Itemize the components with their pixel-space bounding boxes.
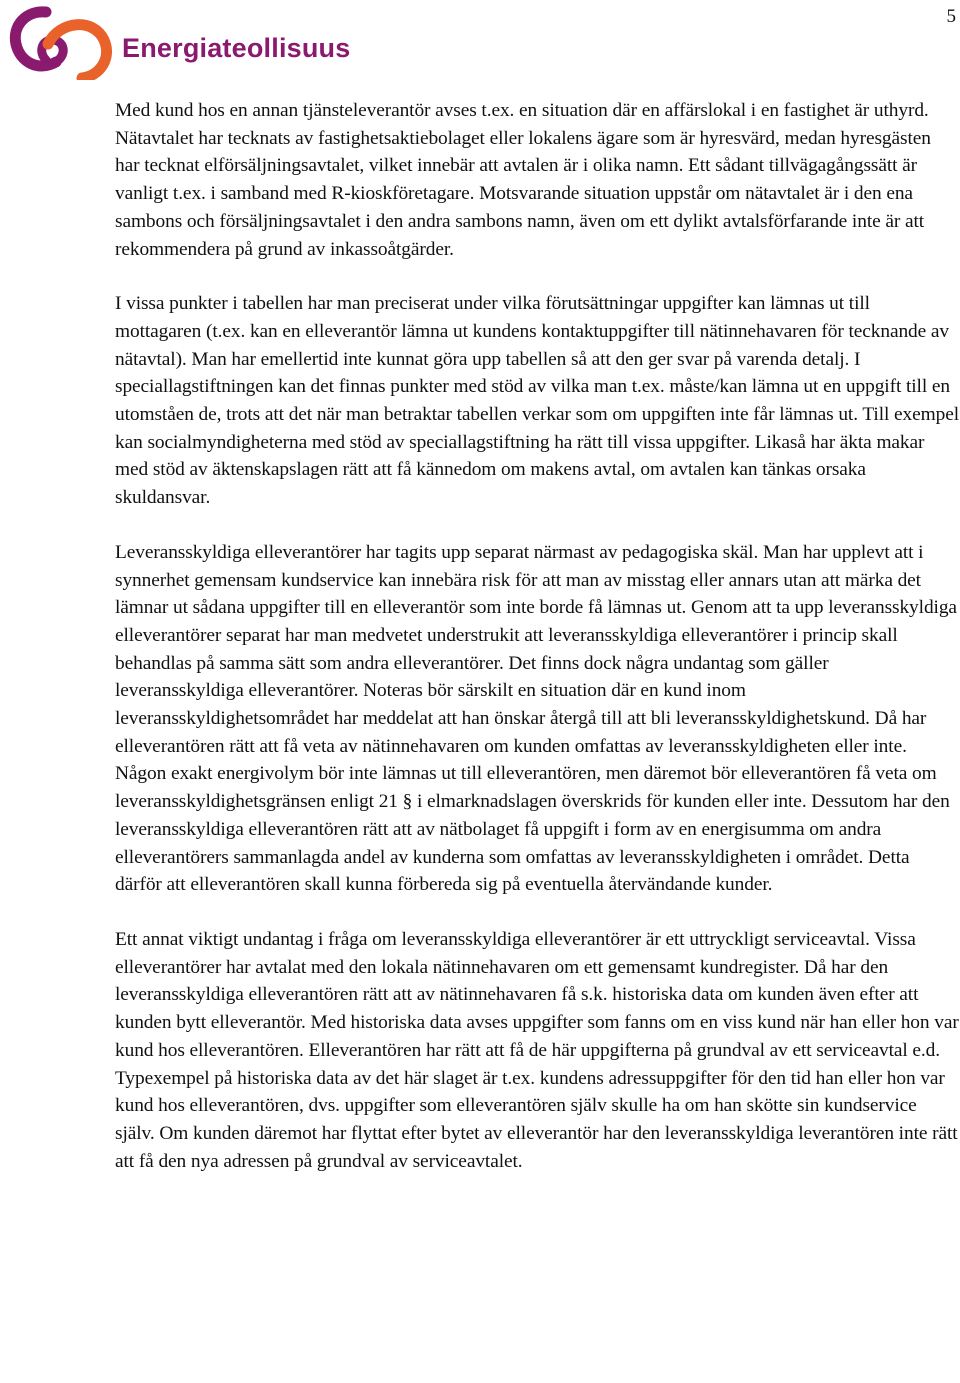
logo-text: Energiateollisuus — [122, 32, 351, 63]
energiateollisuus-logo-icon — [8, 4, 114, 80]
paragraph: Ett annat viktigt undantag i fråga om leveransskyldiga elleverantörer är ett uttryckligt serviceavtal. Vissa elleverantörer har avtalat med den lokala nätinnehavaren om ett gemensamt kundregister. Då har den leveransskyldiga elleverantören rätt att av nätinnehavaren få s.k. historiska data om kunden även efter att kunden bytt elleverantör. Med historiska data avses uppgifter som fanns om en viss kund när han eller hon var kund hos elleverantören. Elleverantören har rätt att få de här uppgifterna på grundval av ett serviceavtal e.d. Typexempel på historiska data av det här slaget är t.ex. kundens adressuppgifter för den tid han eller hon var kund hos elleverantören, dvs. uppgifter som elleverantören själv skulle ha om han skötte sin kundservice själv. Om kunden däremot har flyttat efter bytet av elleverantör har den leveransskyldiga leverantören inte rätt att få den nya adressen på grundval av serviceavtalet. — [115, 928, 959, 1172]
paragraph: I vissa punkter i tabellen har man preciserat under vilka förutsättningar uppgifter kan lämnas ut till mottagaren (t.ex. kan en elleverantör lämna ut kundens kontaktuppgifter till nätinnehavaren för tecknande av nätavtal). Man har emellertid inte kunnat göra upp tabellen så att den ger svar på varenda detalj. I speciallagstiftningen kan det finnas punkter med stöd av vilka man t.ex. måste/kan lämna ut en uppgift till en utomståen de, trots att det när man betraktar tabellen verkar som om uppgiften inte får lämnas ut. Till exempel kan socialmyndigheterna med stöd av speciallagstiftning ha rätt till vissa uppgifter. Likaså har äkta makar med stöd av äktenskapslagen rätt att få kännedom om makens avtal, om avtalen kan tänkas orsaka skuldansvar. — [115, 293, 960, 509]
document-body — [115, 97, 959, 1202]
page-number: 5 — [946, 6, 956, 27]
paragraph: Leveransskyldiga elleverantörer har tagits upp separat närmast av pedagogiska skäl. Man har upplevt att i synnerhet gemensam kundservice kan innebära risk för att man av misstag eller annars utan att märka det lämnar ut sådana uppgifter till en elleverantör som inte borde få lämnas ut. Genom att ta upp leveransskyldiga elleverantörer separat har man medvetet understrukit att leveransskyldiga elleverantörer i princip skall behandlas på samma sätt som andra elleverantörer. Det finns dock några undantag som gäller leveransskyldiga elleverantörer. Noteras bör särskilt en situation där en kund inom leveransskyldighetsområdet har meddelat att han önskar återgå till att bli leveransskyldighetskund. Då har elleverantören rätt att få veta av nätinnehavaren om kunden omfattas av leveransskyldigheten eller inte. Någon exakt energivolym bör inte lämnas ut till elleverantören, men däremot bör elleverantören få veta om leveransskyldighetsgränsen enligt 21 § i elmarknadslagen överskrids för kunden eller inte. Dessutom har den leveransskyldiga elleverantören rätt att av nätbolaget få uppgift i form av en energisumma om andra elleverantörers sammanlagda andel av kunderna som omfattas av leveransskyldigheten i området. Detta därför att elleverantören skall kunna förbereda sig på eventuella återvändande kunder. — [115, 541, 957, 896]
logo — [8, 4, 350, 80]
paragraph: Med kund hos en annan tjänsteleverantör avses t.ex. en situation där en affärslokal i en fastighet är uthyrd. Nätavtalet har tecknats av fastighetsaktiebolaget eller lokalens ägare som är hyresvärd, medan hyresgästen har tecknat elförsäljningsavtalet, vilket innebär att avtalen är i olika namn. Ett sådant tillvägagångssätt är vanligt t.ex. i samband med R-kioskföretagare. Motsvarande situation uppstår om nätavtalet är i den ena sambons och försäljningsavtalet i den andra sambons namn, även om ett dylikt avtalsförfarande inte är att rekommendera på grund av inkassoåtgärder. — [115, 100, 931, 260]
